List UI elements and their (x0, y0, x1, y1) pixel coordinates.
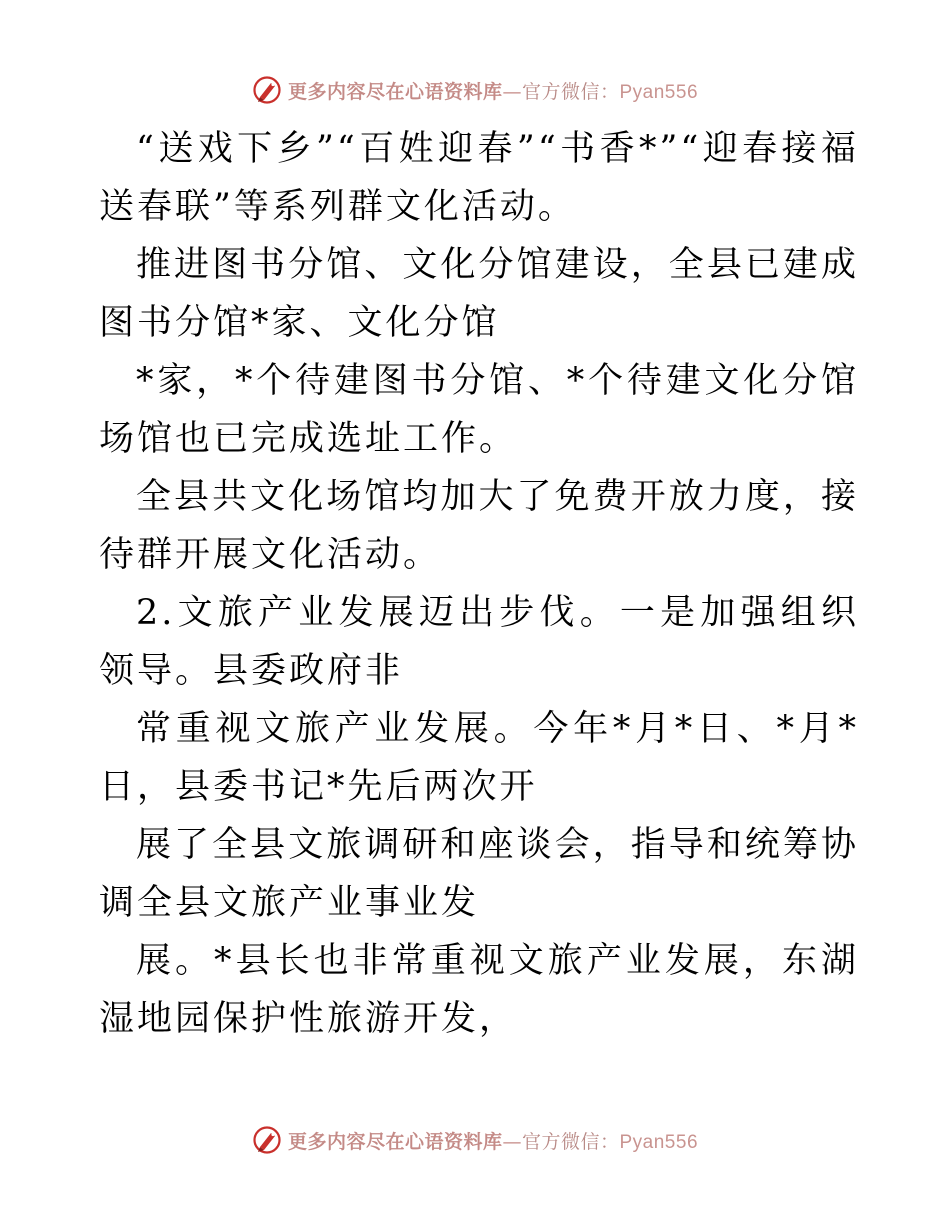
footer-official-label: 官方微信： (521, 1130, 620, 1153)
header-main-text: 更多内容尽在心语资料库 (287, 80, 503, 103)
paragraph-2: 推进图书分馆、文化分馆建设，全县已建成图书分馆*家、文化分馆 (99, 245, 859, 343)
paragraph-5: 2.文旅产业发展迈出步伐。一是加强组织领导。县委政府非 (99, 593, 859, 691)
pen-logo-icon (252, 1125, 282, 1155)
footer-main-text: 更多内容尽在心语资料库 (287, 1130, 503, 1153)
footer-banner (0, 1120, 950, 1160)
pen-logo-icon (252, 75, 282, 105)
footer-text (288, 1127, 698, 1154)
footer-wechat-id: Pyan556 (619, 1131, 699, 1153)
header-official-label: 官方微信： (521, 80, 620, 103)
paragraph-8: 展。*县长也非常重视文旅产业发展，东湖湿地园保护性旅游开发， (99, 941, 859, 1039)
document-body (99, 120, 859, 1048)
header-dash: — (502, 80, 522, 103)
paragraph-6: 常重视文旅产业发展。今年*月*日、*月*日，县委书记*先后两次开 (99, 709, 859, 807)
footer-dash: — (502, 1130, 522, 1153)
header-banner (0, 70, 950, 110)
paragraph-1: “送戏下乡”“百姓迎春”“书香*”“迎春接福送春联”等系列群文化活动。 (99, 129, 859, 227)
paragraph-3: *家，*个待建图书分馆、*个待建文化分馆场馆也已完成选址工作。 (99, 361, 859, 459)
header-wechat-id: Pyan556 (619, 81, 699, 103)
header-text (288, 77, 698, 104)
paragraph-4: 全县共文化场馆均加大了免费开放力度，接待群开展文化活动。 (99, 477, 859, 575)
paragraph-7: 展了全县文旅调研和座谈会，指导和统筹协调全县文旅产业事业发 (99, 825, 859, 923)
